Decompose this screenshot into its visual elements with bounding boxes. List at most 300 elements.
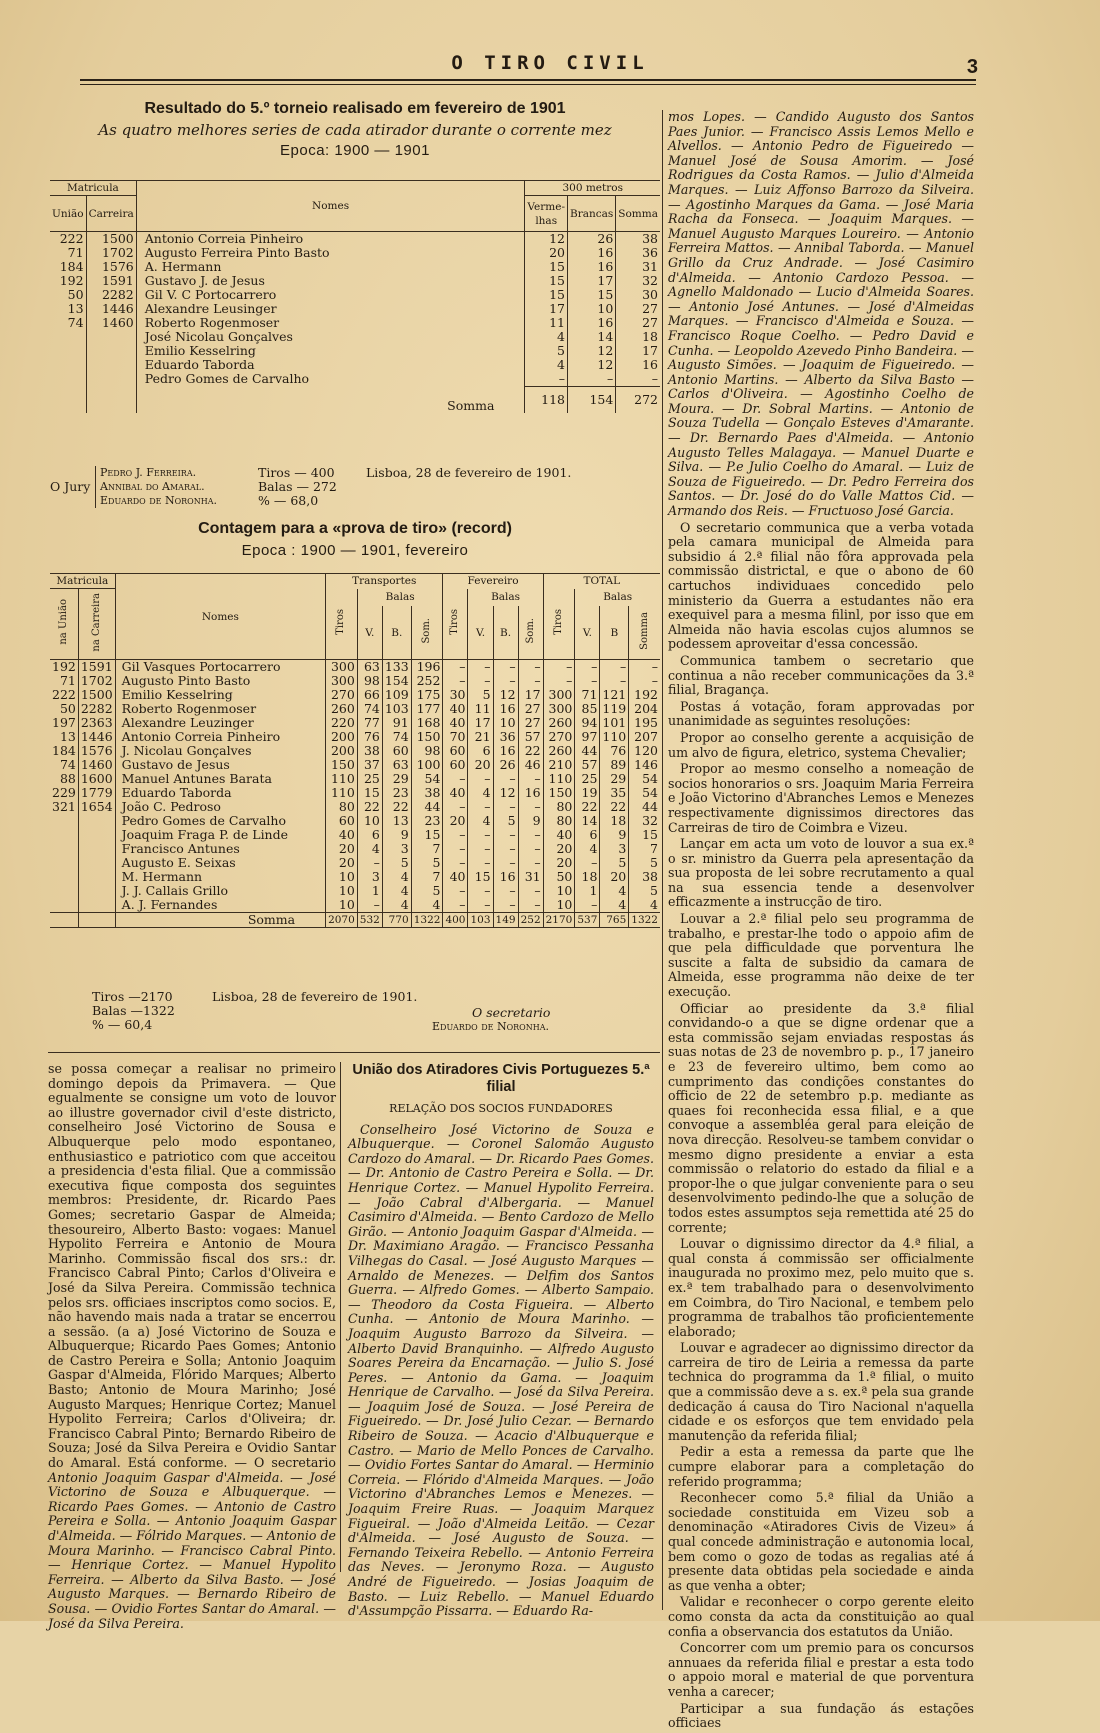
- cell-fev-b: 16: [493, 744, 518, 758]
- cell-transp-v: 98: [357, 674, 382, 688]
- cell-fev-som: 31: [518, 870, 543, 884]
- table-row: [50, 274, 660, 288]
- torneio-cell-uniao: 71: [67, 245, 84, 260]
- paragraph: Concorrer com um premio para os concursos annuaes da referida filial e prestar a esta todo o appoio moral e material de que porventura venha a carecer;: [668, 1640, 974, 1699]
- jury-member: Annibal do Amaral.: [100, 480, 205, 493]
- torneio-table: [50, 180, 660, 413]
- cell-fev-v: 4: [468, 814, 493, 828]
- cell-total-somma: 7: [650, 841, 658, 856]
- cell-fev-tiros: –: [443, 772, 468, 786]
- somma-brancas: 154: [568, 387, 616, 413]
- contagem-head-b: B.: [382, 606, 411, 659]
- cell-total-somma: 204: [634, 701, 658, 716]
- torneio-cell-nome: Gustavo J. de Jesus: [136, 274, 525, 288]
- cell-uniao: [50, 814, 78, 828]
- cell-fev-v: –: [468, 772, 493, 786]
- cell-uniao: [50, 842, 78, 856]
- column-rule: [340, 1062, 341, 1572]
- cell-nome: Gustavo de Jesus: [115, 758, 325, 772]
- torneio-head-matricula: Matricula: [50, 181, 136, 196]
- cell-carreira: 1460: [78, 758, 115, 772]
- cell-carreira: [78, 814, 115, 828]
- cell-total-tiros: 110: [543, 772, 575, 786]
- cell-total-v: –: [575, 898, 600, 913]
- torneio-cell-vermelhas: 15: [549, 287, 565, 302]
- somma-cell-total-v: 537: [575, 913, 600, 928]
- cell-transp-tiros: 260: [326, 702, 358, 716]
- page-number: 3: [966, 56, 978, 78]
- cell-nome: Alexandre Leuzinger: [115, 716, 325, 730]
- cell-transp-tiros: 270: [326, 688, 358, 702]
- torneio-cell-nome: Roberto Rogenmoser: [136, 316, 525, 330]
- table-row: [50, 702, 660, 716]
- cell-total-tiros: 80: [543, 800, 575, 814]
- cell-fev-tiros: 60: [443, 758, 468, 772]
- cell-transp-tiros: 300: [326, 674, 358, 688]
- cell-transp-v: –: [357, 898, 382, 913]
- cell-total-b: 20: [600, 870, 629, 884]
- cell-total-b: 101: [600, 716, 629, 730]
- total-balas: Balas — 272: [258, 479, 337, 494]
- contagem-totals: [92, 990, 175, 1032]
- cell-transp-b: 13: [382, 814, 411, 828]
- paragraph: Propor ao mesmo conselho a nomeação de socios honorarios o srs. Joaquim Maria Ferreira e João Victorino d'Abranches Lemos e Menezes respectivamente dignissimos directores das Carreiras de tiro de Coimbra e Vizeu.: [668, 761, 974, 835]
- total-percent: % — 68,0: [258, 493, 319, 508]
- somma-cell-total-tiros: 2170: [543, 913, 575, 928]
- somma-cell-total-somma: 1322: [631, 914, 658, 926]
- jury-label: O Jury: [50, 479, 91, 494]
- table-row: [50, 288, 660, 302]
- cell-total-tiros: 210: [543, 758, 575, 772]
- cell-total-v: 19: [575, 786, 600, 800]
- somma-cell-transp-som: 1322: [411, 913, 443, 928]
- torneio-head-uniao: União: [50, 196, 86, 232]
- cell-transp-b: 29: [382, 772, 411, 786]
- contagem-date: Lisboa, 28 de fevereiro de 1901.: [212, 989, 418, 1004]
- cell-total-tiros: 20: [543, 842, 575, 856]
- contagem-head-tiros: Tiros: [552, 608, 564, 635]
- torneio-cell-brancas: 15: [568, 288, 616, 302]
- paragraph: Postas á votação, foram approvadas por unanimidade as seguintes resoluções:: [668, 698, 974, 729]
- cell-transp-v: 15: [357, 786, 382, 800]
- cell-transp-v: 74: [357, 702, 382, 716]
- cell-fev-tiros: –: [443, 674, 468, 688]
- cell-uniao: 13: [50, 730, 78, 744]
- cell-transp-tiros: 110: [326, 772, 358, 786]
- cell-transp-som: 177: [411, 702, 443, 716]
- somma-cell-fev-tiros: 400: [443, 913, 468, 928]
- cell-total-b: –: [600, 674, 629, 688]
- table-row: [50, 744, 660, 758]
- table-row: [50, 884, 660, 898]
- cell-carreira: 2363: [78, 716, 115, 730]
- left-column-text: se possa começar a realisar no primeiro domingo depois da Primavera. — Que egualmente se consigne um voto de louvor ao illustre governador civil d'este districto, conselheiro José Victorino de Sousa e Albuquerque pelo modo espontaneo, enthusiastico e patriotico com que acceitou a presidencia d'esta filial. Que a commissão executiva fique composta dos seguintes membros: Presidente, dr. Ricardo Paes Gomes; secretario Gaspar de Almeida; thesoureiro, Alberto Basto: vogaes: Manuel Hypolito Ferreira e Antonio de Moura Marinho. Commissão fiscal dos srs.: dr. Francisco Cabral Pinto; Carlos d'Oliveira e José da Silva Pereira. Commissão technica pelos srs. officiaes inscriptos como socios. E, não havendo mais nada a tratar se encerrou a sessão. (a a) José Victorino de Souza e Albuquerque; Ricardo Paes Gomes; Antonio de Castro Pereira e Solla; Antonio Joaquim Gaspar d'Almeida, Flórido Marques; Alberto Basto; Antonio de Moura Marinho; José Augusto Marques; Henrique Cortez; Manuel Hypolito Ferreira; Carlos d'Oliveira; dr. Francisco Cabral Pinto; Bernardo Ribeiro de Souza; José da Silva Pereira e Ovidio Santar do Amaral. Está conforme. — O secretario: [48, 1061, 336, 1471]
- contagem-head-balas: Balas: [357, 589, 443, 607]
- cell-fev-v: 15: [468, 870, 493, 884]
- cell-fev-som: 57: [518, 730, 543, 744]
- torneio-cell-somma: 30: [616, 288, 660, 302]
- cell-total-tiros: 300: [543, 702, 575, 716]
- somma-row: [50, 387, 660, 413]
- cell-transp-tiros: 220: [326, 716, 358, 730]
- torneio-cell-vermelhas: 15: [549, 259, 565, 274]
- cell-total-v: 97: [575, 730, 600, 744]
- torneio-date: Lisboa, 28 de fevereiro de 1901.: [366, 465, 572, 480]
- torneio-head-300: 300 metros: [525, 181, 660, 196]
- header-rule-thin: [80, 84, 976, 85]
- table-row: [50, 358, 660, 372]
- right-paragraphs: [668, 521, 974, 1731]
- total-tiros: Tiros —2170: [92, 989, 173, 1004]
- cell-fev-b: –: [493, 660, 518, 675]
- cell-transp-v: 6: [357, 828, 382, 842]
- cell-total-b: 22: [600, 800, 629, 814]
- cell-total-tiros: 10: [543, 884, 575, 898]
- paragraph: Pedir a esta a remessa da parte que lhe cumpre elaborar para a completação do referido programma;: [668, 1444, 974, 1489]
- contagem-head-transportes: Transportes: [326, 574, 443, 589]
- contagem-epoca: Epoca : 1900 — 1901, fevereiro: [241, 542, 469, 559]
- cell-transp-som: 54: [411, 772, 443, 786]
- torneio-head-carreira: Carreira: [86, 196, 136, 232]
- secretario-signature: Eduardo de Noronha.: [432, 1020, 549, 1033]
- cell-fev-b: 5: [493, 814, 518, 828]
- cell-fev-tiros: 30: [443, 688, 468, 702]
- cell-transp-b: 60: [382, 744, 411, 758]
- torneio-cell-uniao: 192: [59, 273, 84, 288]
- cell-total-tiros: 20: [543, 856, 575, 870]
- torneio-cell-uniao: [50, 344, 86, 358]
- cell-fev-v: –: [468, 856, 493, 870]
- cell-fev-som: 16: [518, 786, 543, 800]
- cell-fev-tiros: 20: [443, 814, 468, 828]
- somma-cell-transp-b: 770: [382, 913, 411, 928]
- cell-fev-som: –: [518, 884, 543, 898]
- table-row: [50, 688, 660, 702]
- cell-fev-v: –: [468, 884, 493, 898]
- contagem-head-b: B.: [493, 606, 518, 659]
- cell-fev-som: 17: [518, 688, 543, 702]
- torneio-cell-brancas: 16: [568, 246, 616, 260]
- torneio-cell-carreira: 2282: [86, 288, 136, 302]
- cell-carreira: 1600: [78, 772, 115, 786]
- table-row: [50, 772, 660, 786]
- torneio-cell-carreira: 1500: [86, 232, 136, 247]
- torneio-cell-somma: 17: [616, 344, 660, 358]
- cell-transp-tiros: 200: [326, 744, 358, 758]
- cell-carreira: [78, 898, 115, 913]
- table-row: [50, 260, 660, 274]
- cell-total-b: –: [600, 660, 629, 675]
- cell-transp-v: –: [357, 856, 382, 870]
- table-row: [50, 758, 660, 772]
- cell-transp-som: 7: [411, 842, 443, 856]
- cell-transp-v: 63: [357, 660, 382, 675]
- cell-nome: Joaquim Fraga P. de Linde: [115, 828, 325, 842]
- cell-total-somma: 38: [642, 869, 658, 884]
- cell-transp-som: 5: [411, 884, 443, 898]
- torneio-cell-vermelhas: 4: [557, 329, 565, 344]
- cell-transp-tiros: 20: [326, 856, 358, 870]
- uniao-subtitle: RELAÇÃO DOS SOCIOS FUNDADORES: [389, 1102, 613, 1115]
- contagem-head-tiros: Tiros: [449, 608, 461, 635]
- cell-total-v: 6: [575, 828, 600, 842]
- cell-nome: Eduardo Taborda: [115, 786, 325, 800]
- contagem-head-somma: Somma: [638, 611, 650, 650]
- torneio-cell-uniao: 74: [67, 315, 84, 330]
- cell-fev-v: 11: [468, 702, 493, 716]
- cell-total-tiros: 80: [543, 814, 575, 828]
- cell-total-b: 4: [600, 884, 629, 898]
- table-row: [50, 372, 660, 387]
- newspaper-title: O TIRO CIVIL: [451, 52, 649, 74]
- contagem-head-v: V.: [575, 606, 600, 659]
- cell-nome: Roberto Rogenmoser: [115, 702, 325, 716]
- cell-fev-som: –: [518, 856, 543, 870]
- cell-fev-tiros: 40: [443, 702, 468, 716]
- cell-fev-b: –: [493, 884, 518, 898]
- torneio-cell-nome: A. Hermann: [136, 260, 525, 274]
- cell-fev-b: 16: [493, 702, 518, 716]
- torneio-cell-uniao: 222: [59, 231, 84, 246]
- torneio-cell-nome: Antonio Correia Pinheiro: [136, 232, 525, 247]
- torneio-cell-vermelhas: 5: [557, 343, 565, 358]
- torneio-cell-vermelhas: 11: [549, 315, 565, 330]
- table-row: [50, 814, 660, 828]
- cell-total-b: 18: [600, 814, 629, 828]
- table-row: [50, 828, 660, 842]
- torneio-cell-vermelhas: 17: [549, 301, 565, 316]
- torneio-cell-brancas: 17: [568, 274, 616, 288]
- cell-uniao: 50: [50, 702, 78, 716]
- cell-fev-v: –: [468, 660, 493, 675]
- cell-transp-tiros: 10: [326, 884, 358, 898]
- torneio-section: [50, 100, 660, 159]
- cell-total-v: 94: [575, 716, 600, 730]
- contagem-head-uniao: na União: [57, 599, 69, 645]
- contagem-section: [50, 520, 660, 559]
- cell-transp-b: 9: [382, 828, 411, 842]
- cell-total-tiros: 270: [543, 730, 575, 744]
- contagem-table: [50, 573, 660, 928]
- total-percent: % — 60,4: [92, 1017, 153, 1032]
- contagem-head-nomes: Nomes: [115, 574, 325, 660]
- torneio-cell-brancas: 16: [568, 260, 616, 274]
- cell-fev-som: 22: [518, 744, 543, 758]
- torneio-cell-carreira: 1702: [86, 246, 136, 260]
- cell-uniao: 222: [50, 688, 78, 702]
- cell-carreira: [78, 842, 115, 856]
- somma-cell-fev-v: 103: [468, 913, 493, 928]
- torneio-cell-somma: 18: [616, 330, 660, 344]
- cell-transp-v: 77: [357, 716, 382, 730]
- cell-fev-v: 5: [468, 688, 493, 702]
- torneio-cell-nome: Emilio Kesselring: [136, 344, 525, 358]
- table-row: [50, 898, 660, 913]
- cell-total-tiros: 260: [543, 716, 575, 730]
- cell-uniao: 229: [50, 786, 78, 800]
- cell-total-somma: 207: [634, 729, 658, 744]
- cell-transp-b: 22: [382, 800, 411, 814]
- cell-fev-tiros: –: [443, 660, 468, 675]
- cell-transp-som: 15: [411, 828, 443, 842]
- torneio-cell-somma: 31: [616, 260, 660, 274]
- cell-nome: Antonio Correia Pinheiro: [115, 730, 325, 744]
- torneio-subtitle: As quatro melhores series de cada atirador durante o corrente mez: [98, 121, 612, 139]
- torneio-cell-uniao: [50, 358, 86, 372]
- cell-total-v: 14: [575, 814, 600, 828]
- cell-total-somma: 32: [642, 813, 658, 828]
- somma-label: Somma: [136, 387, 525, 413]
- paragraph: Lançar em acta um voto de louvor a sua ex.ª o sr. ministro da Guerra pela apresentação da sua proposta de lei sobre recrutamento a qual na sua essencia tende a desenvolver efficazmente a instrucção de tiro.: [668, 836, 974, 910]
- cell-fev-b: 36: [493, 730, 518, 744]
- cell-transp-v: 3: [357, 870, 382, 884]
- cell-uniao: 192: [50, 660, 78, 675]
- cell-nome: Augusto E. Seixas: [115, 856, 325, 870]
- cell-transp-v: 22: [357, 800, 382, 814]
- contagem-head-som: Som.: [421, 617, 433, 644]
- torneio-cell-somma: 27: [616, 316, 660, 330]
- cell-nome: A. J. Fernandes: [115, 898, 325, 913]
- cell-fev-b: 12: [493, 786, 518, 800]
- cell-carreira: 1702: [78, 674, 115, 688]
- somma-cell-total-b: 765: [600, 913, 629, 928]
- cell-total-tiros: 10: [543, 898, 575, 913]
- somma-cell-fev-som: 252: [518, 913, 543, 928]
- cell-total-b: 3: [600, 842, 629, 856]
- torneio-cell-nome: Augusto Ferreira Pinto Basto: [136, 246, 525, 260]
- cell-transp-v: 1: [357, 884, 382, 898]
- cell-total-v: 1: [575, 884, 600, 898]
- cell-carreira: [78, 884, 115, 898]
- cell-total-somma: 54: [642, 771, 658, 786]
- cell-nome: M. Hermann: [115, 870, 325, 884]
- empty-cell: [78, 913, 115, 928]
- cell-carreira: 1591: [78, 660, 115, 675]
- torneio-rows: [50, 232, 660, 413]
- cell-carreira: [78, 856, 115, 870]
- contagem-head-fevereiro: Fevereiro: [443, 574, 543, 589]
- torneio-cell-nome: Pedro Gomes de Carvalho: [136, 372, 525, 387]
- cell-transp-v: 37: [357, 758, 382, 772]
- table-row: [50, 232, 660, 247]
- cell-transp-som: 175: [411, 688, 443, 702]
- cell-total-somma: 15: [642, 827, 658, 842]
- table-row: [50, 302, 660, 316]
- cell-total-tiros: –: [543, 674, 575, 688]
- left-column-italic: Antonio Joaquim Gaspar d'Almeida. — José Victorino de Souza e Albuquerque. — Ricardo Paes Gomes. — Antonio de Castro Pereira e Solla. — Antonio Joaquim Gaspar d'Almeida. — Fólrido Marques. — Antonio de Moura Marinho. — Francisco Cabral Pinto. — Henrique Cortez. — Manuel Hypolito Ferreira. — Alberto da Silva Basto. — José Augusto Marques. — Bernardo Ribeiro de Sousa. — Ovidio Fortes Santar do Amaral. — José da Silva Pereira.: [48, 1469, 336, 1631]
- cell-transp-som: 7: [411, 870, 443, 884]
- contagem-head-som: Som.: [524, 617, 536, 644]
- cell-transp-tiros: 20: [326, 842, 358, 856]
- cell-transp-tiros: 200: [326, 730, 358, 744]
- torneio-cell-uniao: 184: [59, 259, 84, 274]
- cell-fev-som: 27: [518, 702, 543, 716]
- cell-transp-som: 252: [411, 674, 443, 688]
- cell-total-v: 71: [575, 688, 600, 702]
- cell-fev-b: –: [493, 674, 518, 688]
- cell-transp-b: 74: [382, 730, 411, 744]
- cell-fev-b: –: [493, 800, 518, 814]
- cell-total-b: 35: [600, 786, 629, 800]
- paragraph: Validar e reconhecer o corpo gerente eleito como consta da acta da constituição ao qual confia a observancia dos estatutos da União.: [668, 1594, 974, 1639]
- cell-total-somma: –: [651, 659, 658, 674]
- cell-nome: Francisco Antunes: [115, 842, 325, 856]
- cell-total-somma: 4: [650, 897, 658, 912]
- torneio-cell-nome: Eduardo Taborda: [136, 358, 525, 372]
- cell-transp-b: 63: [382, 758, 411, 772]
- cell-total-tiros: 300: [543, 688, 575, 702]
- cell-transp-b: 133: [382, 660, 411, 675]
- table-row: [50, 660, 660, 675]
- cell-nome: Pedro Gomes de Carvalho: [115, 814, 325, 828]
- torneio-cell-uniao: 13: [67, 301, 84, 316]
- cell-fev-tiros: –: [443, 884, 468, 898]
- cell-uniao: 184: [50, 744, 78, 758]
- torneio-title: Resultado do 5.º torneio realisado em fevereiro de 1901: [144, 100, 566, 117]
- torneio-cell-nome: Gil V. C Portocarrero: [136, 288, 525, 302]
- jury-member: Pedro J. Ferreira.: [100, 466, 197, 479]
- cell-fev-tiros: 40: [443, 716, 468, 730]
- cell-transp-v: 4: [357, 842, 382, 856]
- cell-fev-b: 26: [493, 758, 518, 772]
- table-row: [50, 800, 660, 814]
- cell-total-somma: 195: [634, 715, 658, 730]
- torneio-cell-carreira: 1591: [86, 274, 136, 288]
- cell-total-b: 110: [600, 730, 629, 744]
- cell-total-v: 44: [575, 744, 600, 758]
- cell-fev-v: –: [468, 800, 493, 814]
- torneio-cell-somma: 36: [616, 246, 660, 260]
- contagem-head-v: V.: [357, 606, 382, 659]
- left-column: [48, 1062, 336, 1631]
- cell-fev-b: 12: [493, 688, 518, 702]
- torneio-cell-vermelhas: 12: [549, 231, 565, 246]
- somma-total: 272: [616, 387, 660, 413]
- cell-nome: João C. Pedroso: [115, 800, 325, 814]
- cell-transp-b: 103: [382, 702, 411, 716]
- middle-column: [348, 1062, 654, 1619]
- cell-total-somma: 192: [634, 687, 658, 702]
- cell-transp-b: 4: [382, 870, 411, 884]
- uniao-title: União dos Atiradores Civis Portuguezes 5.ª filial: [352, 1062, 650, 1095]
- somma-cell-transp-tiros: 2070: [326, 913, 358, 928]
- torneio-cell-nome: José Nicolau Gonçalves: [136, 330, 525, 344]
- torneio-cell-somma: 27: [616, 302, 660, 316]
- cell-uniao: 197: [50, 716, 78, 730]
- cell-transp-som: 23: [411, 814, 443, 828]
- cell-total-tiros: 260: [543, 744, 575, 758]
- cell-total-b: 121: [600, 688, 629, 702]
- torneio-cell-carreira: 1576: [86, 260, 136, 274]
- paragraph: Propor ao conselho gerente a acquisição de um alvo de figura, eletrico, systema Chevalier;: [668, 729, 974, 760]
- cell-fev-som: –: [518, 828, 543, 842]
- contagem-head-tiros: Tiros: [335, 608, 347, 635]
- cell-total-b: 9: [600, 828, 629, 842]
- cell-fev-b: –: [493, 772, 518, 786]
- cell-total-tiros: –: [543, 660, 575, 675]
- table-row: [50, 716, 660, 730]
- cell-transp-b: 4: [382, 898, 411, 913]
- torneio-cell-somma: 16: [616, 358, 660, 372]
- cell-fev-som: 46: [518, 758, 543, 772]
- cell-uniao: [50, 870, 78, 884]
- cell-fev-tiros: –: [443, 828, 468, 842]
- table-row: [50, 674, 660, 688]
- cell-total-b: 76: [600, 744, 629, 758]
- somma-cell-transp-v: 532: [357, 913, 382, 928]
- cell-fev-v: –: [468, 842, 493, 856]
- table-row: [50, 842, 660, 856]
